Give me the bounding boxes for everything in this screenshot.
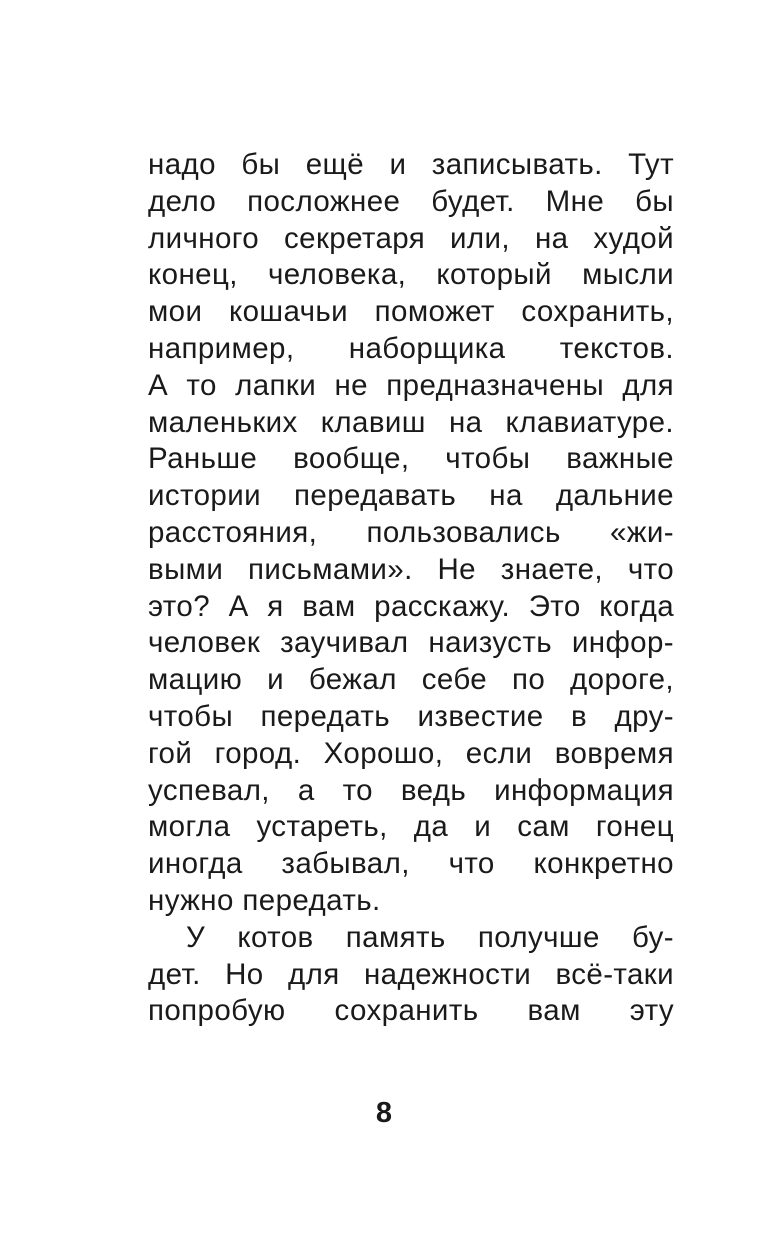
text-line: например, наборщика текстов.: [148, 331, 674, 365]
text-line: успевал, а то ведь информация: [148, 773, 674, 807]
text-line: иногда забывал, что конкретно: [148, 847, 674, 881]
page-number: 8: [375, 1097, 393, 1129]
text-line: дет. Но для надежности всё-таки: [148, 957, 674, 991]
paragraph-2: [148, 920, 674, 1030]
text-line: истории передавать на дальние: [148, 479, 674, 513]
text-line: гой город. Хорошо, если вовремя: [148, 736, 674, 770]
text-line: надо бы ещё и записывать. Тут: [148, 148, 674, 181]
body-text: [148, 147, 674, 1030]
text-line: У котов память получше бу-: [186, 920, 674, 954]
text-line: мацию и бежал себе по дороге,: [148, 663, 674, 697]
text-line: личного секретаря или, на худой: [148, 221, 674, 255]
text-line: конец, человека, который мысли: [148, 258, 674, 292]
text-line: могла устареть, да и сам гонец: [148, 810, 674, 844]
text-line: это? А я вам расскажу. Это когда: [148, 589, 674, 623]
text-line: чтобы передать известие в дру-: [148, 699, 674, 733]
text-line: маленьких клавиш на клавиатуре.: [148, 405, 674, 439]
paragraph-1: [148, 147, 674, 920]
text-line: мои кошачьи поможет сохранить,: [148, 295, 674, 329]
text-line: Раньше вообще, чтобы важные: [148, 442, 674, 476]
text-line: выми письмами». Не знаете, что: [148, 552, 674, 586]
text-line: человек заучивал наизусть инфор-: [148, 626, 674, 660]
text-line: нужно передать.: [148, 883, 381, 917]
text-line: попробую сохранить вам эту: [148, 994, 674, 1028]
text-line: расстояния, пользовались «жи-: [148, 515, 674, 549]
text-line: А то лапки не предназначены для: [148, 368, 674, 402]
text-line: дело посложнее будет. Мне бы: [148, 184, 674, 218]
